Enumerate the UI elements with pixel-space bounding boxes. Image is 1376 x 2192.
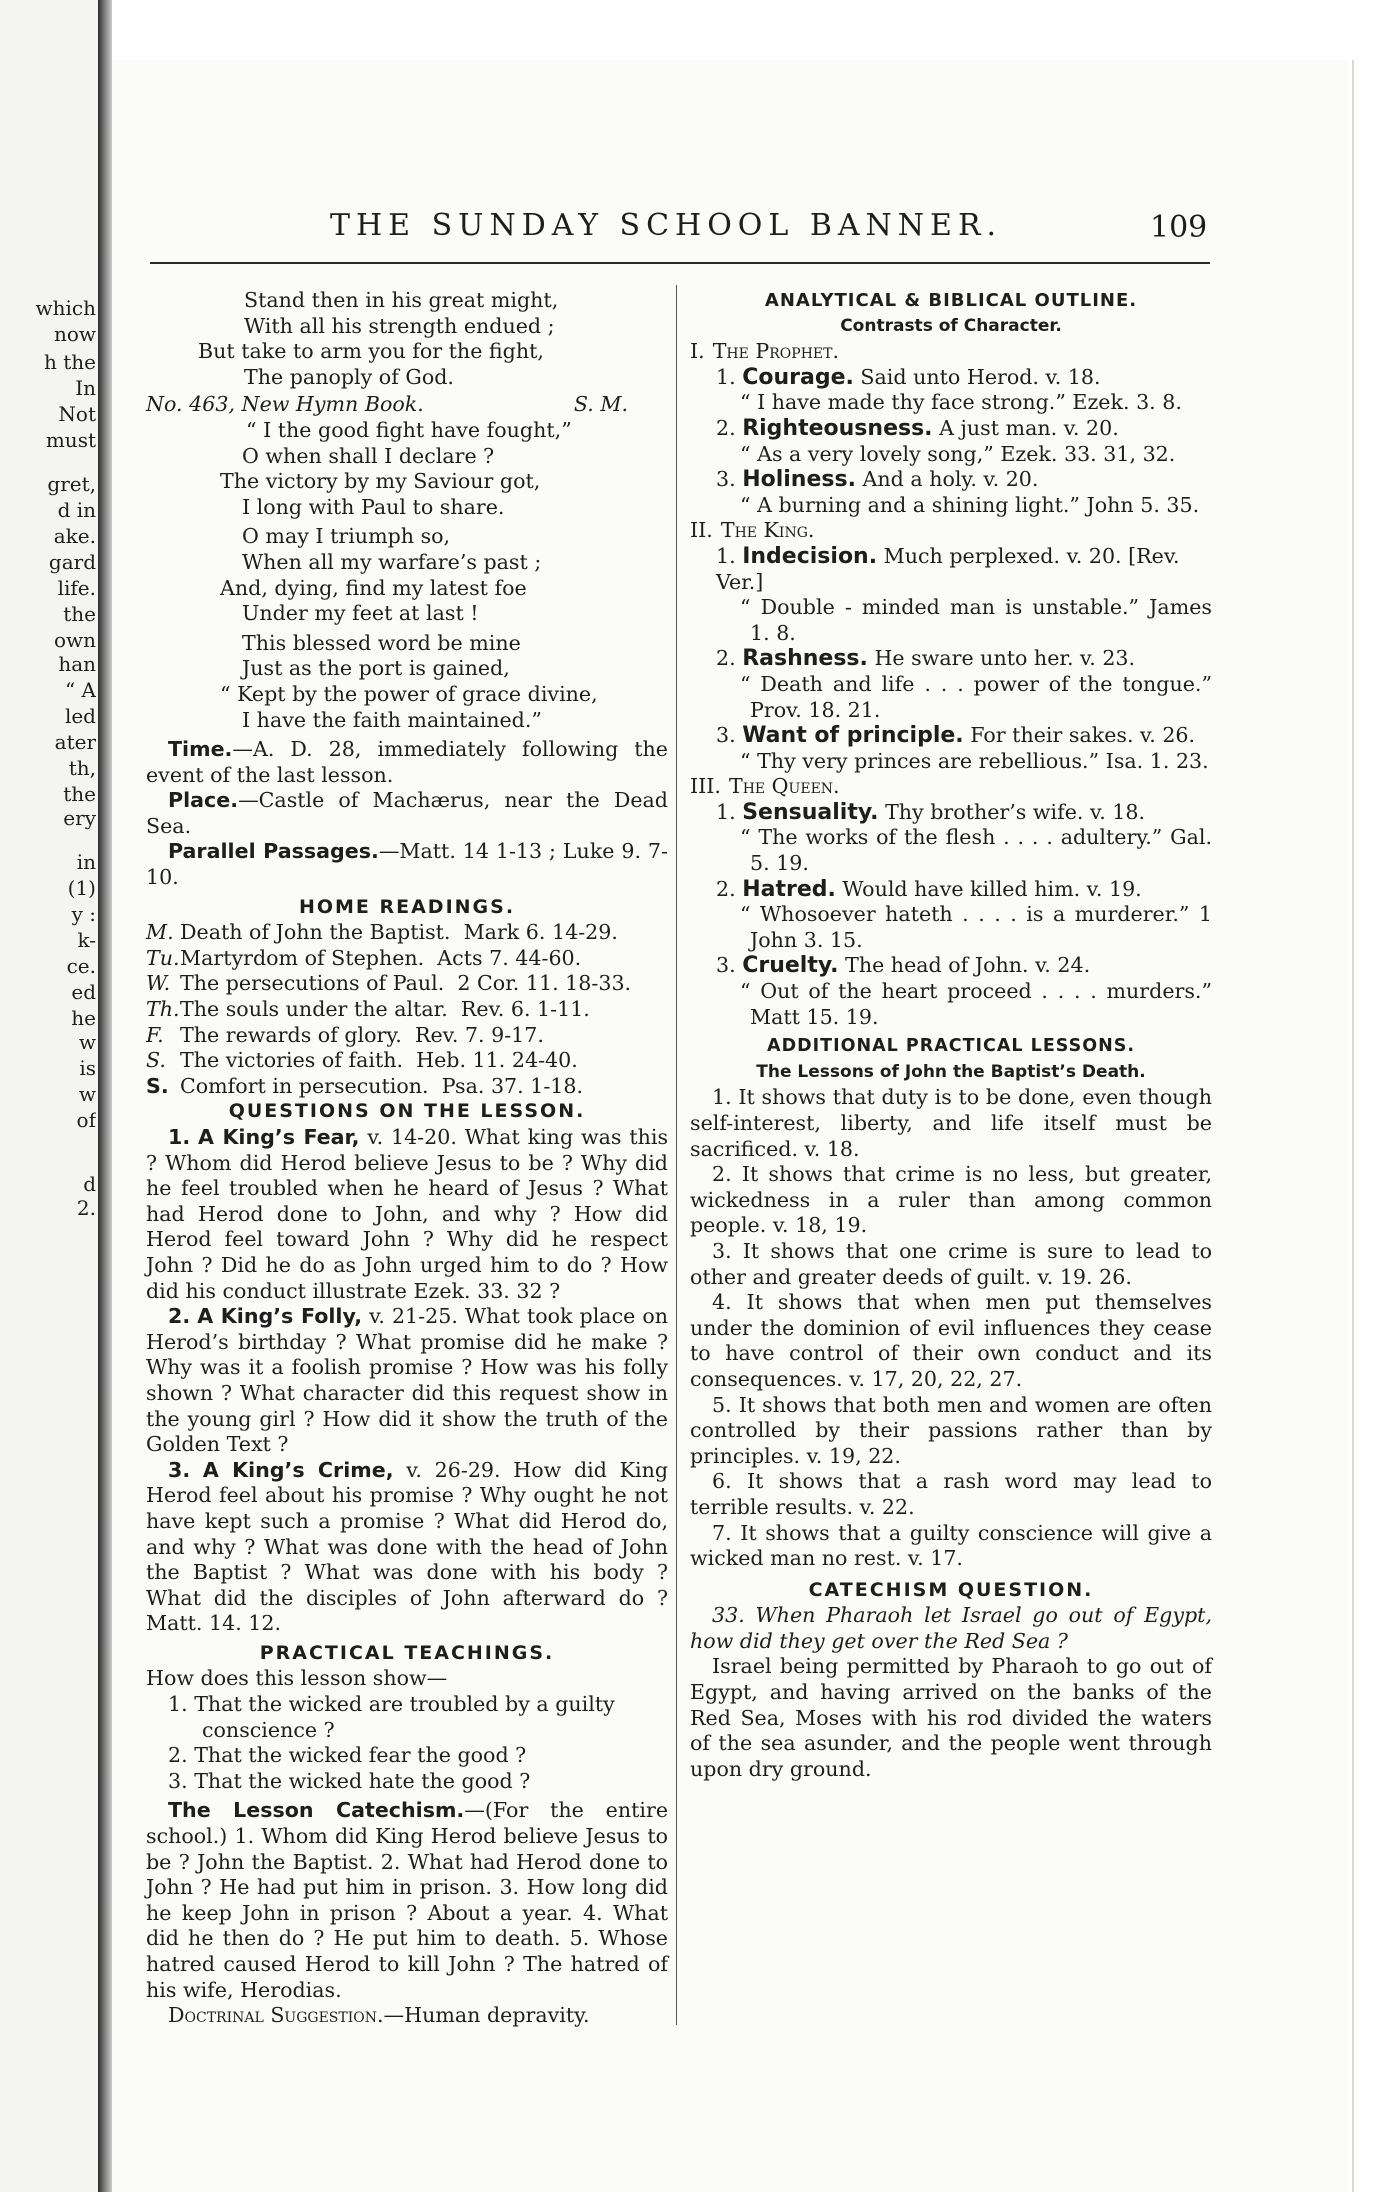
- facing-page-fragment: ater: [54, 730, 96, 754]
- hymn-line: “ Kept by the power of grace divine,: [220, 681, 598, 706]
- additional-lessons-heading: ADDITIONAL PRACTICAL LESSONS.: [767, 1036, 1135, 1057]
- time-text: —A. D. 28, immediately following the event of the last lesson.: [146, 737, 668, 787]
- item-virtue: Cruelty.: [742, 953, 839, 979]
- book-spine: [98, 0, 112, 2192]
- reading-day: Tu.: [146, 945, 180, 970]
- hymn-line: O when shall I declare ?: [242, 443, 495, 468]
- practical-item: 2. That the wicked fear the good ?: [168, 1743, 527, 1768]
- facing-page-fragment: w: [78, 1030, 96, 1054]
- outline: [690, 339, 1212, 1030]
- hymn-line: And, dying, find my latest foe: [220, 575, 527, 600]
- question-title: A King’s Fear,: [198, 1125, 360, 1149]
- hymn-line: Stand then in his great might,: [244, 288, 559, 312]
- question-ref: v. 14-20.: [367, 1125, 457, 1149]
- time-label: Time.: [168, 737, 233, 762]
- outline-item: [690, 544, 1212, 595]
- question-number: 2.: [168, 1304, 191, 1329]
- lesson-item: 6. It shows that a rash word may lead to terrible results. v. 22.: [690, 1469, 1212, 1519]
- facing-page-fragment: 2.: [76, 1196, 96, 1220]
- outline-section-title: [690, 774, 1212, 800]
- section-numeral: I.: [690, 339, 705, 364]
- scan-top-border: [112, 0, 1376, 62]
- right-column: [690, 288, 1212, 1782]
- outline-heading: ANALYTICAL & BIBLICAL OUTLINE.: [764, 290, 1138, 311]
- catechism-question: 33. When Pharaoh let Israel go out of Egypt, how did they get over the Red Sea ?: [690, 1603, 1212, 1653]
- reading-ref: Rev. 7. 9-17.: [414, 1022, 544, 1047]
- item-quote: “ Double - minded man is unstable.” James 1. 8.: [740, 595, 1212, 645]
- question-number: 3.: [168, 1457, 191, 1482]
- item-quote: “ A burning and a shining light.” John 5. 35.: [740, 492, 1200, 517]
- reading-ref: Acts 7. 44-60.: [437, 945, 582, 970]
- reading-text: The souls under the altar.: [180, 997, 448, 1022]
- time-note: [146, 737, 668, 788]
- question-text: What took place on Herod’s birthday ? What promise did he make ? Why was it a foolish promise ? How was his folly shown ? What character did this request show in the young girl ? How did it show the truth of the Golden Text ?: [146, 1304, 669, 1457]
- facing-page-fragment: the: [63, 602, 96, 626]
- reading-text: The victories of faith.: [180, 1048, 404, 1073]
- reading-ref: Heb. 11. 24-40.: [416, 1048, 578, 1073]
- question-title: A King’s Folly,: [197, 1304, 363, 1329]
- parallel-text: —Matt. 14 1-13 ; Luke 9. 7-10.: [146, 839, 668, 890]
- item-text: For their sakes. v. 26.: [970, 723, 1196, 748]
- item-virtue: Righteousness.: [742, 415, 933, 441]
- home-readings-heading: HOME READINGS.: [298, 895, 516, 918]
- facing-page-fragment: h the: [44, 350, 96, 374]
- outline-item: [690, 365, 1212, 391]
- practical-item: 1. That the wicked are troubled by a guilty conscience ?: [168, 1692, 615, 1742]
- outline-item: [690, 953, 1212, 979]
- item-number: 1.: [716, 364, 736, 389]
- reading-day: W.: [146, 971, 171, 996]
- outline-section-title: [690, 518, 1212, 544]
- item-number: 3.: [716, 467, 736, 492]
- hymn-verse: [146, 288, 668, 390]
- item-text: Much perplexed. v. 20. [Rev. Ver.]: [716, 543, 1180, 594]
- doctrinal-label: Doctrinal Suggestion.: [168, 2003, 384, 2028]
- parallel-passages: [146, 839, 668, 890]
- outline-subheading: Contrasts of Character.: [840, 315, 1062, 336]
- hymn-line: This blessed word be mine: [242, 630, 521, 655]
- hymn-line: Just as the port is gained,: [242, 656, 510, 681]
- item-virtue: Sensuality.: [742, 799, 879, 825]
- item-number: 1.: [716, 543, 736, 568]
- lesson-item: 1. It shows that duty is to be done, even though self-interest, liberty, and life itself must be sacrificed. v. 18.: [690, 1085, 1212, 1161]
- reading-row: [146, 1048, 668, 1074]
- hymn-line: I long with Paul to share.: [242, 494, 505, 519]
- section-numeral: III.: [690, 774, 721, 799]
- lesson-item: 5. It shows that both men and women are often controlled by their passions rather than by principles. v. 19, 22.: [690, 1392, 1212, 1468]
- parallel-label: Parallel Passages.: [168, 839, 379, 864]
- reading-day: S.: [146, 1073, 169, 1098]
- item-number: 2.: [716, 876, 736, 901]
- questions-heading: QUESTIONS ON THE LESSON.: [228, 1100, 586, 1123]
- facing-page-fragment: ake.: [53, 524, 96, 548]
- hymn-line: But take to arm you for the fight,: [198, 339, 544, 364]
- reading-day: F.: [146, 1022, 164, 1047]
- hymn-line: O may I triumph so,: [242, 524, 451, 549]
- hymn-line: With all his strength endued ;: [244, 313, 555, 338]
- outline-item: [690, 800, 1212, 826]
- lesson-item: 7. It shows that a guilty conscience will give a wicked man no rest. v. 17.: [690, 1520, 1212, 1571]
- reading-text: Comfort in persecution.: [180, 1073, 429, 1098]
- reading-ref: 2 Cor. 11. 18-33.: [457, 971, 632, 996]
- place-text: —Castle of Machærus, near the Dead Sea.: [146, 788, 668, 838]
- outline-item: [690, 877, 1212, 903]
- facing-page-fragment: own: [53, 628, 96, 652]
- facing-page-fragment: ery: [63, 806, 96, 830]
- item-text: Thy brother’s wife. v. 18.: [885, 799, 1146, 824]
- item-number: 2.: [716, 646, 736, 671]
- additional-lessons-subheading: The Lessons of John the Baptist’s Death.: [756, 1061, 1146, 1082]
- catechism-answer: Israel being permitted by Pharaoh to go out of Egypt, and having arrived on the banks of the Red Sea, Moses with his rod divided the waters of the sea asunder, and the people went through upon dry ground.: [690, 1654, 1212, 1781]
- item-quote: “ Whosoever hateth . . . . is a murderer.” 1 John 3. 15.: [740, 902, 1212, 952]
- section-numeral: II.: [690, 518, 713, 543]
- practical-item: 3. That the wicked hate the good ?: [168, 1768, 531, 1793]
- facing-page-fragment: Not: [58, 402, 96, 426]
- facing-page-fragment: ce.: [66, 954, 96, 978]
- page-number: 109: [1150, 210, 1208, 245]
- item-virtue: Hatred.: [742, 876, 836, 902]
- lesson-item: 2. It shows that crime is no less, but greater, wickedness in a ruler than among common people. v. 18, 19.: [690, 1162, 1212, 1238]
- hymn-line: I have the faith maintained.”: [242, 707, 542, 732]
- reading-row: [146, 1074, 668, 1100]
- facing-page-fragment: (1): [67, 876, 96, 900]
- doctrinal-suggestion: [146, 2003, 668, 2029]
- question-title: A King’s Crime,: [202, 1457, 394, 1482]
- section-title: The Prophet.: [712, 339, 840, 364]
- item-virtue: Rashness.: [742, 646, 868, 672]
- facing-page-fragment: gret,: [47, 472, 96, 496]
- scan-right-border: [1352, 60, 1376, 2192]
- practical-heading: PRACTICAL TEACHINGS.: [259, 1641, 555, 1664]
- facing-page-fragment: now: [53, 322, 96, 346]
- outline-item: [690, 646, 1212, 672]
- doctrinal-text: —Human depravity.: [383, 2003, 590, 2028]
- item-text: A just man. v. 20.: [939, 415, 1119, 440]
- outline-item: [690, 723, 1212, 749]
- item-virtue: Courage.: [742, 364, 854, 390]
- facing-page-fragment: in: [76, 850, 96, 874]
- column-divider: [676, 285, 677, 2025]
- question-block: [146, 1304, 668, 1458]
- hymn-line: When all my warfare’s past ;: [242, 549, 542, 574]
- hymn-reference: [146, 392, 668, 418]
- question-ref: v. 21-25.: [369, 1304, 458, 1329]
- hymn-number: No. 463, New Hymn Book.: [146, 392, 424, 417]
- question-block: [146, 1125, 668, 1304]
- lesson-catechism: [146, 1798, 668, 2003]
- reading-day: Th.: [146, 997, 180, 1022]
- reading-ref: Mark 6. 14-29.: [463, 920, 618, 945]
- reading-day: M.: [146, 920, 174, 945]
- item-quote: “ Death and life . . . power of the tongue.” Prov. 18. 21.: [740, 671, 1212, 722]
- reading-row: [146, 997, 668, 1023]
- lesson-item: 3. It shows that one crime is sure to lead to other and greater deeds of guilt. v. 19. 26.: [690, 1238, 1212, 1289]
- reading-row: [146, 971, 668, 997]
- item-number: 3.: [716, 953, 736, 978]
- facing-page-fragment: led: [64, 704, 96, 728]
- item-text: He sware unto her. v. 23.: [874, 646, 1136, 671]
- reading-text: Martyrdom of Stephen.: [180, 945, 425, 970]
- facing-page-fragment: is: [79, 1056, 96, 1080]
- question-number: 1.: [168, 1125, 191, 1149]
- item-text: Would have killed him. v. 19.: [842, 876, 1142, 901]
- hymn-line: The panoply of God.: [244, 364, 454, 389]
- outline-item: [690, 467, 1212, 493]
- item-number: 2.: [716, 415, 736, 440]
- facing-page-fragment: w: [78, 1082, 96, 1106]
- reading-text: The rewards of glory.: [180, 1022, 402, 1047]
- practical-intro: How does this lesson show—: [146, 1666, 448, 1691]
- hymn-meter: S. M.: [573, 392, 628, 417]
- reading-text: Death of John the Baptist.: [180, 920, 451, 945]
- catechism-text: —(For the entire school.) 1. Whom did King Herod believe Jesus to be ? John the Baptist. 2. What had Herod done to John ? He had put him in prison. 3. How long did he keep John in prison ? About a year. 4. What did he then do ? He put him to death. 5. Whose hatred caused Herod to kill John ? The hatred of his wife, Herodias.: [146, 1798, 669, 2002]
- facing-page-fragment: gard: [48, 550, 96, 574]
- facing-page-fragment: “ A: [64, 678, 96, 702]
- outline-item: [690, 416, 1212, 442]
- reading-row: [146, 946, 668, 972]
- catechism-label: The Lesson Catechism.: [168, 1798, 465, 1823]
- facing-page-fragment: d: [83, 1172, 96, 1196]
- item-virtue: Holiness.: [742, 467, 856, 493]
- item-quote: “ The works of the flesh . . . . adultery.” Gal. 5. 19.: [740, 825, 1212, 876]
- reading-ref: Psa. 37. 1-18.: [441, 1073, 584, 1098]
- lesson-item: 4. It shows that when men put themselves under the dominion of evil influences they cease to have control of their own conduct and its consequences. v. 17, 20, 22, 27.: [690, 1290, 1212, 1391]
- item-text: The head of John. v. 24.: [845, 953, 1091, 978]
- hymn-2-verses: [146, 418, 668, 733]
- section-title: The Queen.: [728, 774, 840, 799]
- item-number: 1.: [716, 799, 736, 824]
- facing-page-fragment: y :: [71, 902, 96, 926]
- header-rule: [150, 262, 1210, 264]
- place-note: [146, 788, 668, 839]
- item-quote: “ As a very lovely song,” Ezek. 33. 31, 32.: [740, 441, 1176, 466]
- facing-page-fragment: of: [76, 1108, 96, 1132]
- left-column: [146, 288, 668, 2029]
- hymn-line: The victory by my Saviour got,: [220, 469, 541, 494]
- reading-ref: Rev. 6. 1-11.: [460, 997, 590, 1022]
- reading-day: S.: [146, 1048, 166, 1073]
- home-readings-list: [146, 920, 668, 1099]
- facing-page-fragment: In: [75, 376, 96, 400]
- facing-page-fragment: ed: [71, 980, 96, 1004]
- question-ref: v. 26-29.: [406, 1457, 501, 1482]
- running-head: THE SUNDAY SCHOOL BANNER.: [330, 208, 1003, 243]
- catechism-question-heading: CATECHISM QUESTION.: [808, 1578, 1094, 1601]
- place-label: Place.: [168, 788, 239, 813]
- question-text: How did King Herod feel about his promise ? Why ought he not have kept such a promise ? What did Herod do, and why ? What was done with the head of John the Baptist ? What was done with his body ? What did the disciples of John afterward do ? Matt. 14. 12.: [146, 1457, 669, 1636]
- item-number: 3.: [716, 723, 736, 748]
- outline-section-title: [690, 339, 1212, 365]
- hymn-line: “ I the good fight have fought,”: [246, 417, 572, 442]
- facing-page-fragment: which: [35, 296, 96, 320]
- item-virtue: Indecision.: [742, 543, 878, 569]
- lessons-list: [690, 1085, 1212, 1571]
- item-quote: “ Thy very princes are rebellious.” Isa. 1. 23.: [740, 748, 1209, 773]
- hymn-line: Under my feet at last !: [242, 601, 479, 626]
- reading-text: The persecutions of Paul.: [180, 971, 445, 996]
- item-virtue: Want of principle.: [742, 723, 964, 749]
- facing-page-fragment: han: [58, 652, 96, 676]
- reading-row: [146, 1023, 668, 1049]
- section-title: The King.: [720, 518, 815, 543]
- question-text: What king was this ? Whom did Herod believe Jesus to be ? Why did he feel troubled when he heard of Jesus ? What had Herod done to John, and why ? How did Herod feel toward John ? Why did he respect John ? Did he do as John urged him to do ? How did his conduct illustrate Ezek. 33. 32 ?: [146, 1125, 669, 1303]
- facing-page-fragment: must: [45, 428, 96, 452]
- facing-page-fragment: th,: [68, 756, 96, 780]
- item-text: And a holy. v. 20.: [862, 467, 1039, 492]
- facing-page-fragment: the: [63, 782, 96, 806]
- facing-page-fragment: he: [71, 1006, 96, 1030]
- facing-page-fragment: life.: [57, 576, 96, 600]
- item-quote: “ I have made thy face strong.” Ezek. 3. 8.: [740, 390, 1182, 415]
- facing-page-fragment: d in: [57, 498, 96, 522]
- reading-row: [146, 920, 668, 946]
- item-text: Said unto Herod. v. 18.: [860, 364, 1101, 389]
- question-block: [146, 1458, 668, 1637]
- item-quote: “ Out of the heart proceed . . . . murders.” Matt 15. 19.: [740, 979, 1212, 1029]
- facing-page-fragment: k-: [77, 928, 96, 952]
